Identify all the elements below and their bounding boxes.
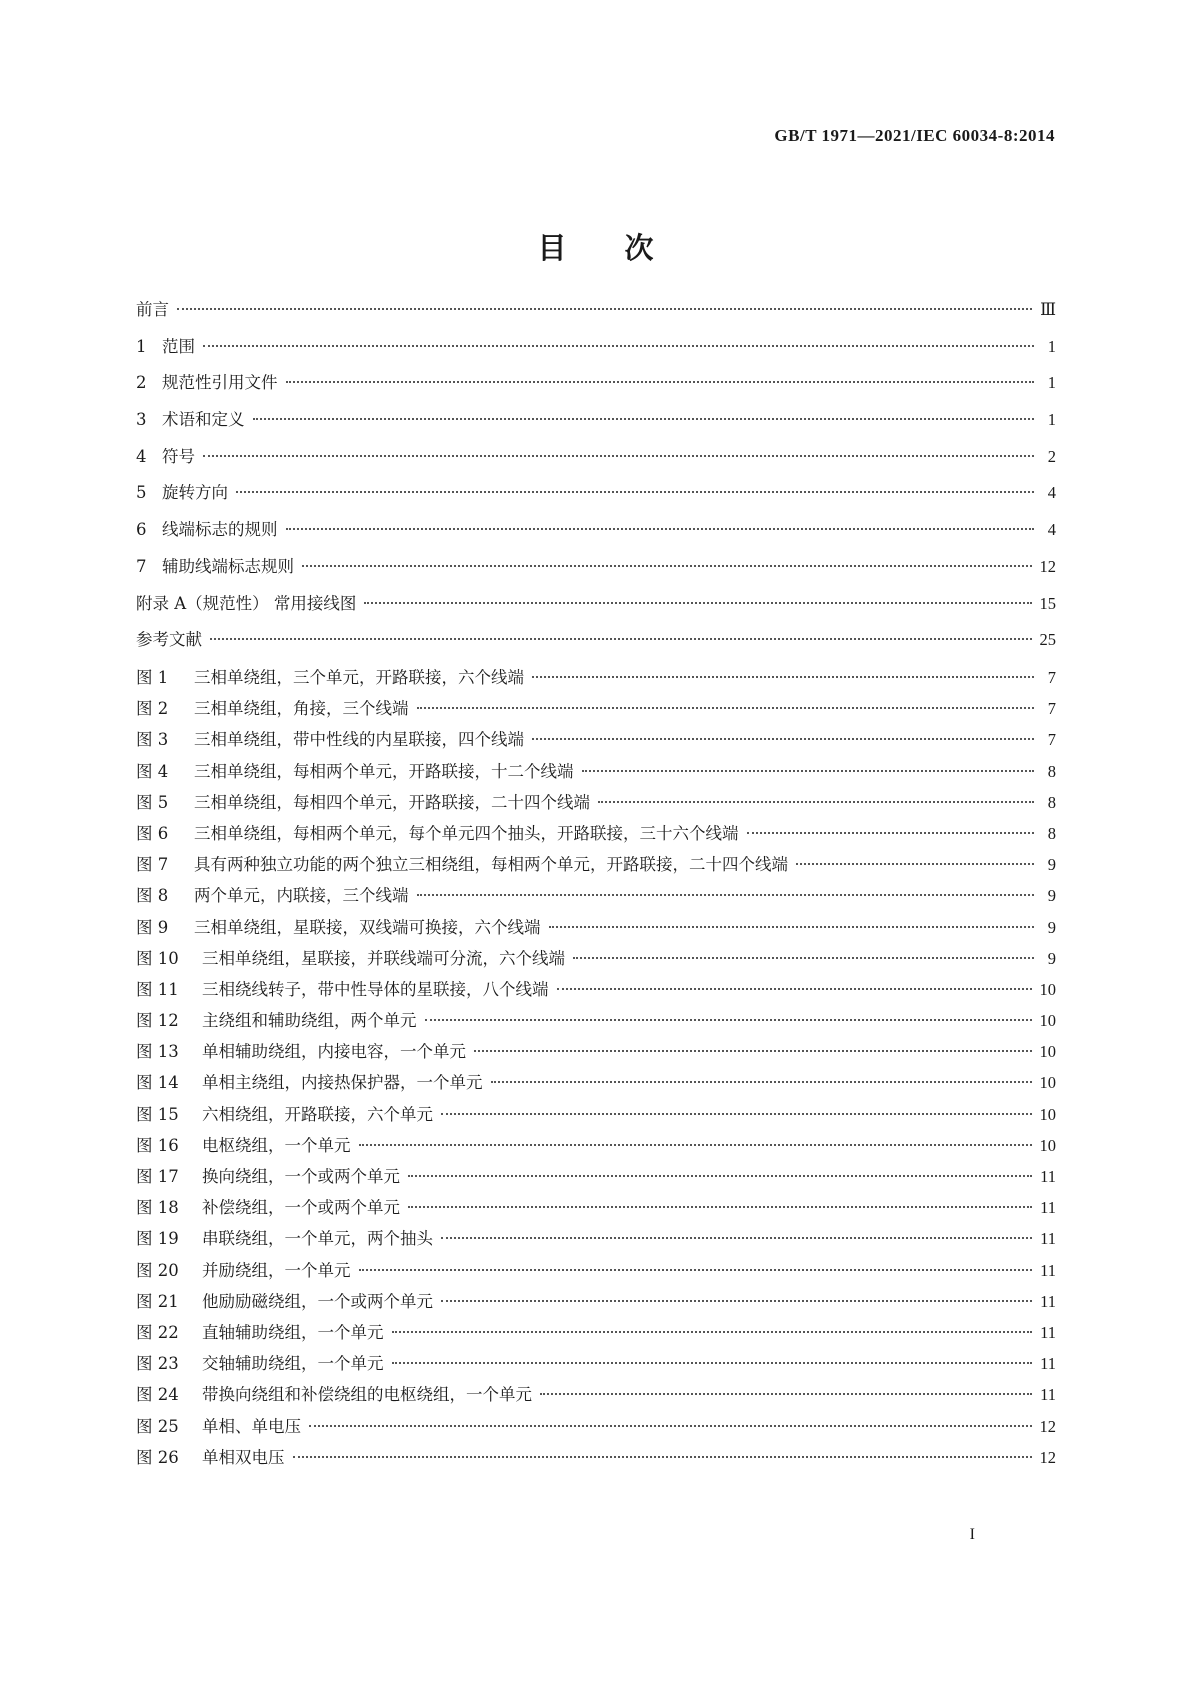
entry-number: 2 <box>136 373 147 393</box>
entry-label: 主绕组和辅助绕组，两个单元 <box>202 1011 417 1031</box>
entry-number: 图 7 <box>136 855 169 875</box>
figure-entry[interactable] <box>136 695 1056 726</box>
entry-number: 图 8 <box>136 886 169 906</box>
entry-number: 图 14 <box>136 1073 179 1093</box>
entry-label: 并励绕组，一个单元 <box>202 1260 351 1280</box>
entry-page-number: 10 <box>1039 1073 1056 1093</box>
entry-label: 参考文献 <box>136 630 202 650</box>
dot-leader <box>532 738 1034 740</box>
entry-label: 两个单元，内联接，三个线端 <box>194 886 409 906</box>
entry-number: 图 10 <box>136 948 179 968</box>
dot-leader <box>359 1144 1032 1146</box>
figure-entry[interactable] <box>136 851 1056 882</box>
entry-number: 图 11 <box>136 979 179 999</box>
entry-label: 电枢绕组，一个单元 <box>202 1135 351 1155</box>
entry-page-number: 1 <box>1047 410 1056 430</box>
entry-label: 三相单绕组，每相两个单元，每个单元四个抽头，开路联接，三十六个线端 <box>194 823 739 843</box>
entry-number: 图 4 <box>136 761 169 781</box>
entry-label: 单相主绕组，内接热保护器，一个单元 <box>202 1073 483 1093</box>
dot-leader <box>309 1425 1032 1427</box>
standard-number-header: GB/T 1971—2021/IEC 60034-8:2014 <box>774 126 1055 145</box>
entry-label: 带换向绕组和补偿绕组的电枢绕组，一个单元 <box>202 1385 532 1405</box>
entry-number: 3 <box>136 410 147 430</box>
table-of-contents <box>136 296 1056 663</box>
entry-number: 图 1 <box>136 668 169 687</box>
entry-label: 辅助线端标志规则 <box>162 556 294 576</box>
figure-entry[interactable] <box>136 726 1056 757</box>
figure-entry[interactable] <box>136 664 1056 695</box>
entry-page-number: 8 <box>1047 761 1056 781</box>
figure-entry[interactable] <box>136 1225 1056 1256</box>
dot-leader <box>203 455 1034 457</box>
figure-entry[interactable] <box>136 1007 1056 1038</box>
entry-page-number: 9 <box>1047 855 1056 875</box>
dot-leader <box>598 801 1034 803</box>
entry-page-number: 11 <box>1040 1354 1056 1374</box>
entry-number: 图 19 <box>136 1229 179 1249</box>
dot-leader <box>236 491 1034 493</box>
entry-page-number: 12 <box>1039 1416 1056 1436</box>
entry-label: 串联绕组，一个单元，两个抽头 <box>202 1229 433 1249</box>
entry-label: 线端标志的规则 <box>162 520 278 540</box>
entry-page-number: 12 <box>1039 1447 1056 1467</box>
dot-leader <box>582 770 1035 772</box>
entry-label: 交轴辅助绕组，一个单元 <box>202 1354 384 1374</box>
dot-leader <box>417 707 1035 709</box>
entry-page-number: 9 <box>1047 917 1056 937</box>
dot-leader <box>302 565 1032 567</box>
entry-page-number: 9 <box>1047 948 1056 968</box>
entry-page-number: 7 <box>1047 668 1056 687</box>
entry-label: 三相单绕组，每相两个单元，开路联接，十二个线端 <box>194 761 574 781</box>
figure-entry[interactable] <box>136 758 1056 789</box>
entry-page-number: 10 <box>1039 1104 1056 1124</box>
dot-leader <box>408 1206 1032 1208</box>
entry-label: 他励励磁绕组，一个或两个单元 <box>202 1291 433 1311</box>
entry-page-number: 4 <box>1047 520 1056 540</box>
toc-entry[interactable] <box>136 626 1056 663</box>
entry-page-number: 11 <box>1040 1385 1056 1405</box>
entry-page-number: 2 <box>1047 446 1056 466</box>
figure-entry[interactable] <box>136 1288 1056 1319</box>
entry-page-number: 10 <box>1039 1042 1056 1062</box>
entry-page-number: 15 <box>1039 593 1056 613</box>
toc-entry[interactable] <box>136 590 1056 627</box>
entry-label: 前言 <box>136 300 169 319</box>
entry-page-number: 11 <box>1040 1229 1056 1249</box>
dot-leader <box>210 638 1032 640</box>
entry-number: 图 12 <box>136 1011 179 1031</box>
entry-label: 符号 <box>162 446 195 466</box>
entry-page-number: 4 <box>1047 483 1056 503</box>
entry-number: 图 6 <box>136 823 169 843</box>
entry-page-number: 12 <box>1039 556 1056 576</box>
entry-label: 三相单绕组，三个单元，开路联接，六个线端 <box>194 668 524 687</box>
figure-entry[interactable] <box>136 1350 1056 1381</box>
entry-number: 图 21 <box>136 1291 179 1311</box>
dot-leader <box>417 894 1035 896</box>
dot-leader <box>441 1237 1032 1239</box>
entry-label: 三相单绕组，带中性线的内星联接，四个线端 <box>194 730 524 750</box>
entry-number: 图 15 <box>136 1104 179 1124</box>
entry-label: 单相双电压 <box>202 1447 285 1467</box>
figure-entry[interactable] <box>136 1038 1056 1069</box>
entry-number: 图 24 <box>136 1385 179 1405</box>
entry-label: 单相、单电压 <box>202 1416 301 1436</box>
toc-entry[interactable] <box>136 406 1056 443</box>
entry-page-number: 10 <box>1039 1011 1056 1031</box>
entry-number: 1 <box>136 336 147 356</box>
entry-number: 图 22 <box>136 1322 179 1342</box>
entry-label: 范围 <box>162 336 195 356</box>
dot-leader <box>293 1456 1032 1458</box>
entry-number: 图 25 <box>136 1416 179 1436</box>
entry-number: 图 13 <box>136 1042 179 1062</box>
figure-entry[interactable] <box>136 1444 1056 1475</box>
entry-number: 图 18 <box>136 1198 179 1218</box>
toc-entry[interactable] <box>136 479 1056 516</box>
entry-page-number: 9 <box>1047 886 1056 906</box>
dot-leader <box>392 1331 1033 1333</box>
entry-page-number: 11 <box>1040 1167 1056 1186</box>
entry-label: 具有两种独立功能的两个独立三相绕组，每相两个单元，开路联接，二十四个线端 <box>194 855 788 875</box>
entry-page-number: 8 <box>1047 823 1056 843</box>
figure-entry[interactable] <box>136 820 1056 851</box>
entry-page-number: 8 <box>1047 792 1056 812</box>
entry-page-number: 7 <box>1047 699 1056 719</box>
figure-entry[interactable] <box>136 1101 1056 1132</box>
dot-leader <box>364 602 1031 604</box>
toc-entry[interactable] <box>136 443 1056 480</box>
figure-entry[interactable] <box>136 1132 1056 1163</box>
dot-leader <box>425 1019 1032 1021</box>
entry-number: 图 3 <box>136 730 169 750</box>
dot-leader <box>491 1081 1032 1083</box>
figure-entry[interactable] <box>136 976 1056 1007</box>
figure-entry[interactable] <box>136 1257 1056 1288</box>
entry-number: 图 2 <box>136 699 169 719</box>
figure-entry[interactable] <box>136 945 1056 976</box>
entry-label: 三相单绕组，星联接，双线端可换接，六个线端 <box>194 917 541 937</box>
page-title: 目次 <box>537 231 712 265</box>
dot-leader <box>441 1113 1032 1115</box>
entry-number: 图 16 <box>136 1135 179 1155</box>
entry-page-number: 7 <box>1047 730 1056 750</box>
dot-leader <box>253 418 1035 420</box>
entry-page-number: Ⅲ <box>1040 300 1056 319</box>
list-of-figures <box>136 664 1056 1475</box>
figure-entry[interactable] <box>136 789 1056 820</box>
dot-leader <box>441 1300 1032 1302</box>
dot-leader <box>359 1269 1033 1271</box>
entry-label: 补偿绕组，一个或两个单元 <box>202 1198 400 1218</box>
dot-leader <box>177 308 1032 310</box>
dot-leader <box>286 381 1035 383</box>
entry-number: 图 26 <box>136 1447 179 1467</box>
toc-entry[interactable] <box>136 369 1056 406</box>
entry-number: 图 17 <box>136 1167 179 1186</box>
figure-entry[interactable] <box>136 1069 1056 1100</box>
dot-leader <box>549 926 1035 928</box>
dot-leader <box>796 863 1034 865</box>
dot-leader <box>747 832 1035 834</box>
toc-entry[interactable] <box>136 516 1056 553</box>
entry-page-number: 25 <box>1039 630 1056 650</box>
figure-entry[interactable] <box>136 1194 1056 1225</box>
entry-page-number: 11 <box>1040 1260 1056 1280</box>
entry-number: 4 <box>136 446 147 466</box>
dot-leader <box>557 988 1032 990</box>
entry-number: 6 <box>136 520 147 540</box>
toc-entry[interactable] <box>136 333 1056 370</box>
entry-page-number: 11 <box>1040 1322 1056 1342</box>
entry-label: 三相单绕组，星联接，并联线端可分流，六个线端 <box>202 948 565 968</box>
figure-entry[interactable] <box>136 882 1056 913</box>
entry-page-number: 1 <box>1047 373 1056 393</box>
dot-leader <box>203 345 1034 347</box>
toc-entry[interactable] <box>136 553 1056 590</box>
entry-number: 5 <box>136 483 147 503</box>
entry-page-number: 11 <box>1040 1198 1056 1218</box>
entry-label: 三相绕线转子，带中性导体的星联接，八个线端 <box>202 979 549 999</box>
figure-entry[interactable] <box>136 1163 1056 1194</box>
entry-label: 三相单绕组，角接，三个线端 <box>194 699 409 719</box>
entry-number: 7 <box>136 556 147 576</box>
dot-leader <box>474 1050 1032 1052</box>
dot-leader <box>392 1362 1033 1364</box>
entry-page-number: 11 <box>1040 1291 1056 1311</box>
toc-entry[interactable] <box>136 296 1056 333</box>
entry-label: 三相单绕组，每相四个单元，开路联接，二十四个线端 <box>194 792 590 812</box>
entry-number: 图 23 <box>136 1354 179 1374</box>
figure-entry[interactable] <box>136 914 1056 945</box>
entry-number: 图 9 <box>136 917 169 937</box>
entry-label: 旋转方向 <box>162 483 228 503</box>
entry-label: 附录 A（规范性） 常用接线图 <box>136 593 357 613</box>
dot-leader <box>286 528 1035 530</box>
entry-label: 换向绕组，一个或两个单元 <box>202 1167 400 1186</box>
figure-entry[interactable] <box>136 1319 1056 1350</box>
entry-label: 术语和定义 <box>162 410 245 430</box>
entry-number: 图 20 <box>136 1260 179 1280</box>
dot-leader <box>408 1175 1032 1177</box>
entry-label: 规范性引用文件 <box>162 373 278 393</box>
entry-label: 六相绕组，开路联接，六个单元 <box>202 1104 433 1124</box>
entry-number: 图 5 <box>136 792 169 812</box>
entry-page-number: 10 <box>1039 979 1056 999</box>
dot-leader <box>573 957 1034 959</box>
entry-page-number: 1 <box>1047 336 1056 356</box>
figure-entry[interactable] <box>136 1381 1056 1412</box>
entry-label: 直轴辅助绕组，一个单元 <box>202 1322 384 1342</box>
page-number: I <box>969 1526 975 1543</box>
figure-entry[interactable] <box>136 1413 1056 1444</box>
entry-label: 单相辅助绕组，内接电容，一个单元 <box>202 1042 466 1062</box>
dot-leader <box>532 676 1034 678</box>
dot-leader <box>540 1393 1032 1395</box>
entry-page-number: 10 <box>1039 1135 1056 1155</box>
